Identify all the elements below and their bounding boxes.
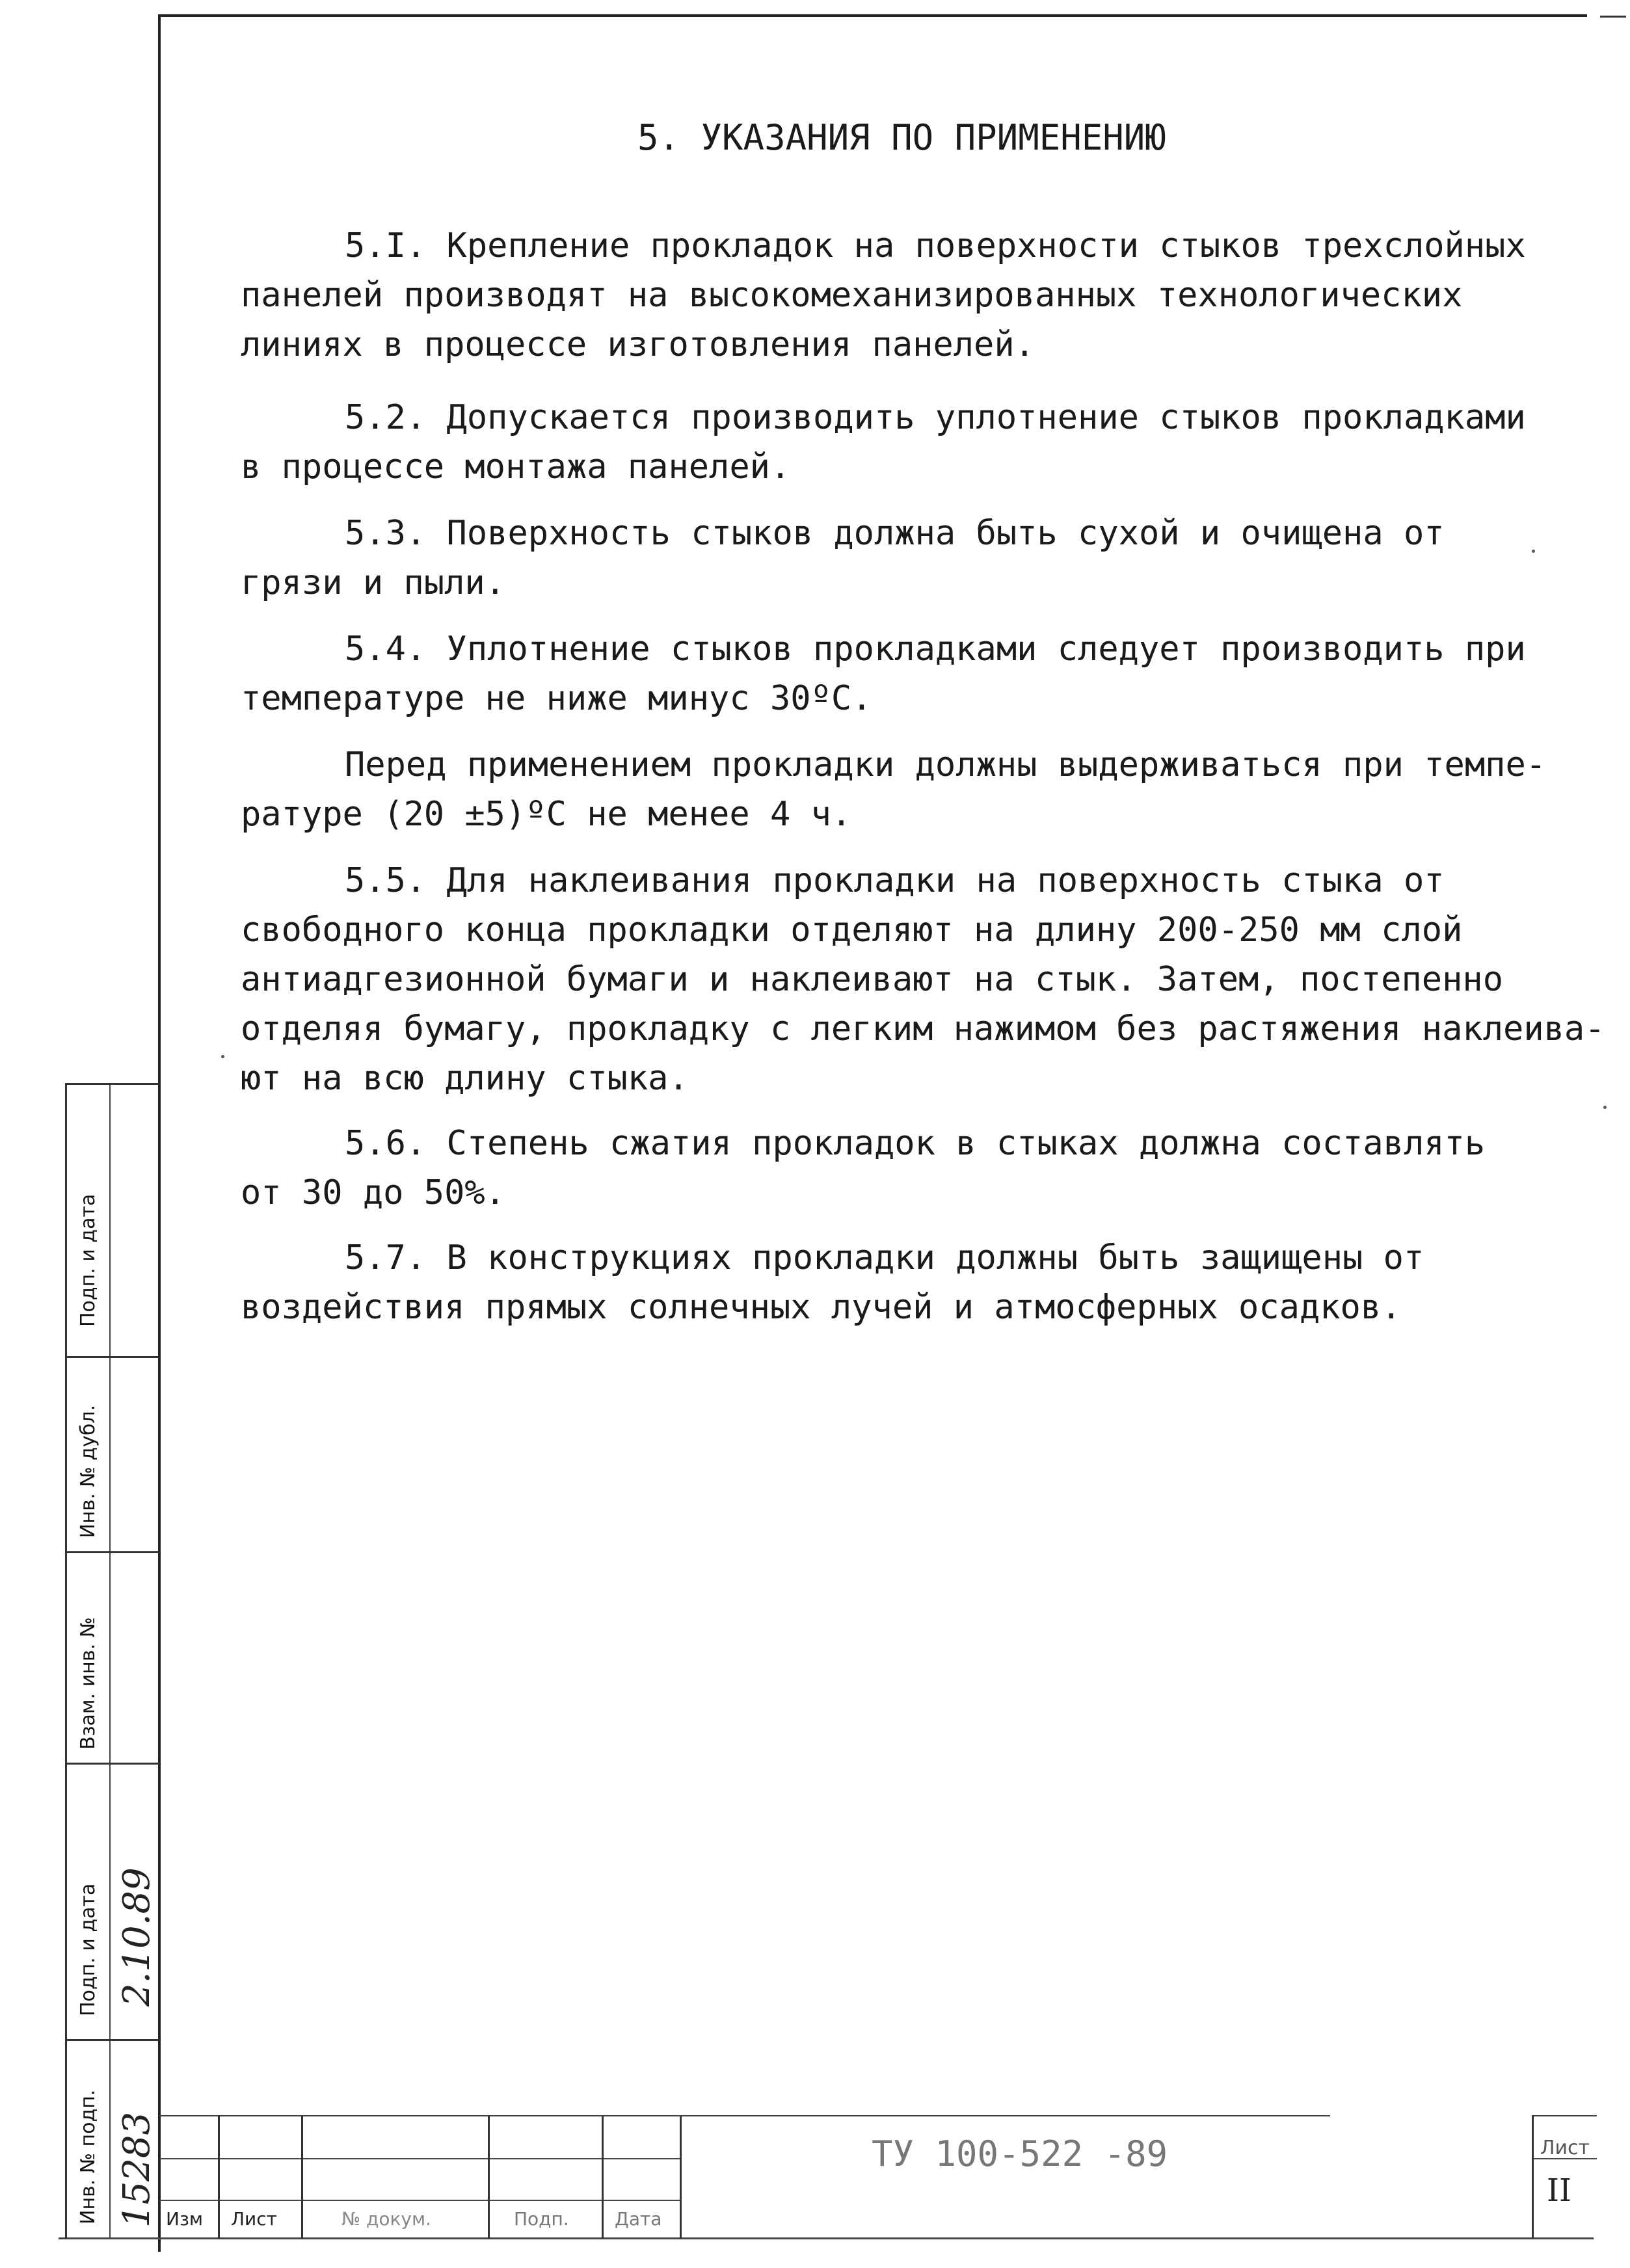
paragraph-line: в процессе монтажа панелей. [241, 447, 791, 487]
side-stamp-border-left [65, 1083, 67, 2239]
side-stamp-rule [65, 1763, 159, 1765]
paragraph-5-4 [241, 624, 1594, 723]
scan-speck [1603, 1106, 1607, 1109]
paragraph-5-6 [241, 1119, 1594, 1218]
paragraph-line: от 30 до 50%. [241, 1173, 505, 1212]
paragraph-line: грязи и пыли. [241, 563, 505, 602]
paragraph-line: 5.3. Поверхность стыков должна быть сухой и очищена от [345, 514, 1445, 553]
paragraph-line: ратуре (20 ±5)ºС не менее 4 ч. [241, 795, 852, 834]
col-label-doc-number: № докум. [341, 2208, 432, 2230]
frame-left-line [158, 14, 161, 2252]
paragraph-line: 5.7. В конструкциях прокладки должны быть защищены от [345, 1238, 1424, 1277]
title-block-divider [301, 2115, 303, 2239]
side-stamp-divider [109, 1083, 111, 2239]
paragraph-line: панелей производят на высокомеханизированных технологических [241, 276, 1463, 315]
document-code: ТУ 100-522 -89 [872, 2133, 1168, 2174]
paragraph-line: 5.6. Степень сжатия прокладок в стыках должна составлять [345, 1124, 1486, 1163]
side-stamp-rule [65, 1356, 159, 1358]
paragraph-5-2 [241, 393, 1594, 492]
paragraph-5-1 [241, 221, 1594, 369]
title-block-divider [1532, 2115, 1534, 2239]
paragraph-5-3 [241, 509, 1594, 607]
scan-speck [1532, 550, 1535, 553]
paragraph-line: 5.4. Уплотнение стыков прокладками следует производить при [345, 630, 1526, 669]
title-block-rule [1532, 2115, 1597, 2116]
col-label-change: Изм [166, 2208, 203, 2230]
side-stamp-rule [65, 1551, 159, 1553]
paragraph-5-7 [241, 1233, 1594, 1332]
section-heading: 5. УКАЗАНИЯ ПО ПРИМЕНЕНИЮ [637, 117, 1166, 158]
col-label-sheet: Лист [231, 2208, 277, 2230]
paragraph-line: температуре не ниже минус 30ºС. [241, 679, 872, 718]
handwritten-date: 2.10.89 [116, 1867, 158, 2007]
col-label-date: Дата [615, 2208, 662, 2230]
col-label-signature: Подп. [514, 2208, 569, 2230]
sheet-number: II [1547, 2172, 1571, 2209]
paragraph-line: воздействия прямых солнечных лучей и атмосферных осадков. [241, 1288, 1402, 1327]
paragraph-line: 5.5. Для наклеивания прокладки на поверхность стыка от [345, 861, 1445, 900]
side-stamp-rule [65, 2039, 159, 2041]
paragraph-line: 5.I. Крепление прокладок на поверхности стыков трехслойных [345, 226, 1526, 265]
paragraph-line: отделяя бумагу, прокладку с легким нажимом без растяжения наклеива- [241, 1009, 1605, 1048]
paragraph-line: Перед применением прокладки должны выдерживаться при темпе- [345, 745, 1547, 784]
paragraph-line: 5.2. Допускается производить уплотнение стыков прокладками [345, 398, 1526, 437]
title-block-rule [159, 2115, 1330, 2116]
title-block-divider [680, 2115, 682, 2239]
paragraph-line: линиях в процессе изготовления панелей. [241, 325, 1035, 364]
paragraph-line: свободного конца прокладки отделяют на длину 200-250 мм слой [241, 911, 1463, 950]
scan-speck [221, 1055, 224, 1058]
frame-top-line [159, 14, 1587, 17]
paragraph-line: ют на всю длину стыка. [241, 1059, 689, 1098]
document-page: 5. УКАЗАНИЯ ПО ПРИМЕНЕНИЮ 5.I. Крепление прокладок на поверхности стыков трехслойных панелей производят на высокомеханизированных технологических линиях в процессе изготовления панелей. 5.2. Допускается производить уплотнение стыков прокладками в процессе монтажа панелей. 5.3. Поверхность стыков должна быть сухой и очищена от грязи и пыли. 5.4. Уплотнение стыков прокладками следует производить при температуре не ниже минус 30ºС. Перед применением прокладки должны выдерживаться при темпе- ратуре (20 ±5)ºС не менее 4 ч. 5.5. Для наклеивания прокладки на поверхность стыка от свободного конца прокладки отделяют на длину 200-250 мм слой антиадгезионной бумаги и наклеивают на стык. Затем, постепенно отделяя бумагу, прокладку с легким нажимом без растяжения наклеива- ют на всю длину стыка. 5.6. Степень сжатия прокладок в стыках должна составлять от 30 до 50%. 5.7. В конструкциях прокладки должны быть защищены от воздействия прямых солнечных лучей и атмосферных осадков. Подп. и дата Инв. № дубл. Взам. инв. № Подп. и дата Инв. № подп. 2.10.89 15283 Изм Лист № докум. Подп. Дата ТУ 100-522 -89 Лист II [0, 0, 1630, 2268]
paragraph-line: антиадгезионной бумаги и наклеивают на стык. Затем, постепенно [241, 960, 1504, 999]
frame-top-line-right [1600, 16, 1626, 18]
frame-bottom-line [59, 2237, 1594, 2239]
paragraph-5-5 [241, 856, 1605, 1103]
handwritten-inventory-number: 15283 [116, 2111, 158, 2228]
title-block-divider [602, 2115, 604, 2239]
title-block-divider [488, 2115, 490, 2239]
paragraph-storage [241, 740, 1594, 839]
title-block-divider [218, 2115, 220, 2239]
side-stamp-rule [65, 1083, 159, 1085]
sheet-label: Лист [1540, 2137, 1590, 2159]
